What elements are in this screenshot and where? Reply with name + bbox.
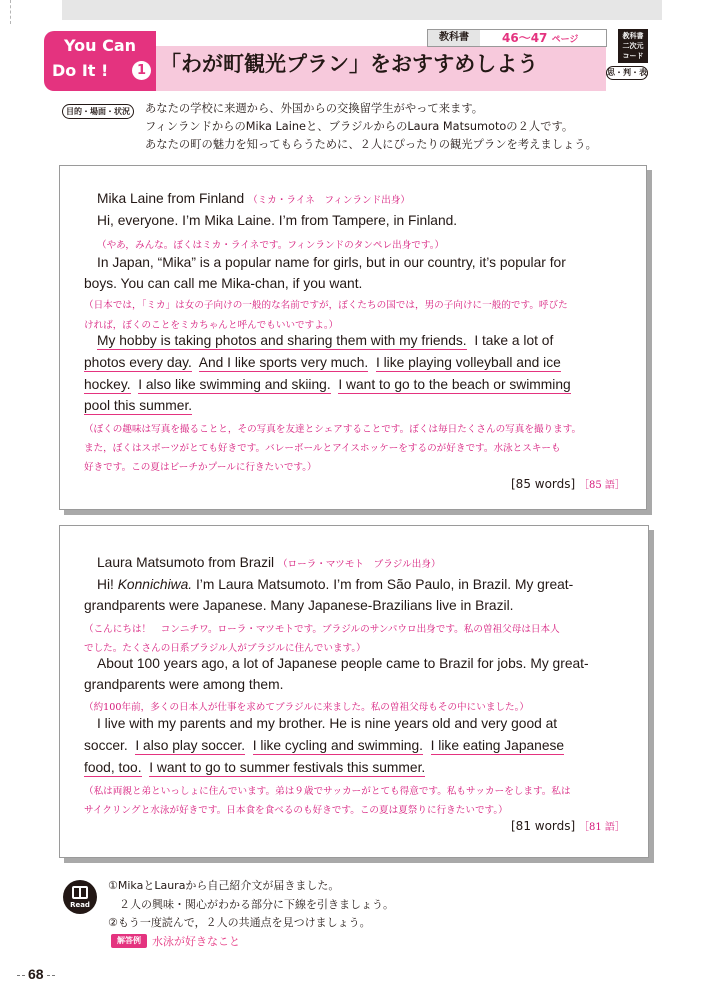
read-book-icon [63, 880, 97, 914]
laura-word-count [511, 818, 625, 833]
underline-span: I also play soccer. [135, 738, 246, 753]
underline-span: I want to go to summer festivals this summer. [149, 760, 426, 775]
top-band [62, 0, 662, 20]
task-1-detail: ２人の興味・関心がわかる部分に下線を引きましょう。 [108, 898, 394, 911]
laura-line [97, 577, 573, 592]
mika-translation: （ぼくの趣味は写真を撮ることと，その写真を友達とシェアすることです。ぼくは毎日たくさんの写真を撮ります。 [84, 424, 582, 435]
you-can-do-it-badge [44, 31, 156, 91]
laura-translation: でした。たくさんの日系ブラジル人がブラジルに住んでいます。） [84, 643, 366, 654]
laura-line: grandparents were Japanese. Many Japanese-Brazilians live in Brazil. [84, 598, 514, 613]
plain-span: I’m Laura Matsumoto. I’m from São Paulo, in Brazil. My great- [195, 577, 574, 592]
page-number-value: 68 [28, 966, 44, 982]
page-number-dash [47, 975, 55, 976]
underline-span: I want to go to the beach or swimming [338, 377, 571, 392]
mika-line: boys. You can call me Mika-chan, if you want. [84, 276, 363, 291]
word-count-jp: ［85 語］ [579, 480, 625, 491]
laura-line: grandparents were among them. [84, 677, 284, 692]
crop-mark [10, 0, 11, 24]
mika-name [97, 191, 410, 206]
purpose-tag: 目的・場面・状況 [62, 104, 134, 119]
underline-span: photos every day. [84, 355, 192, 370]
mika-word-count [511, 476, 625, 491]
ref-pages-value: 46～47 [502, 31, 548, 45]
underline-span: I also like swimming and skiing. [138, 377, 331, 392]
laura-line: I live with my parents and my brother. He is nine years old and very good at [97, 716, 558, 731]
laura-name-jp: （ローラ・マツモト ブラジル出身） [277, 559, 441, 570]
ref-pages-unit: ページ [551, 35, 579, 45]
laura-translation: （私は両親と弟といっしょに住んでいます。弟は９歳でサッカーがとても得意です。私もサッカーをします。私は [84, 786, 571, 797]
intro-line: あなたの町の魅力を知ってもらうために、２人にぴったりの観光プランを考えましょう。 [145, 138, 597, 151]
page-number [14, 966, 58, 982]
mika-hobby-line [84, 398, 192, 413]
code-line1: 教科書 [622, 32, 644, 40]
answer-text: 水泳が好きなこと [152, 935, 240, 948]
textbook-reference [427, 29, 607, 47]
mika-translation: （日本では，「ミカ」は女の子向けの一般的な名前ですが，ぼくたちの国では，男の子向けに一般的です。呼びた [84, 300, 568, 311]
code-line3: コード [622, 52, 644, 60]
underline-span: food, too. [84, 760, 142, 775]
page-title: 「わが町観光プラン」をおすすめしよう [160, 52, 539, 76]
word-count-jp: ［81 語］ [579, 822, 625, 833]
italic-span: Konnichiwa. [117, 577, 193, 592]
laura-translation: （こんにちは！ コンニチワ。ローラ・マツモトです。ブラジルのサンパウロ出身です。私の曽祖父母は日本人 [84, 624, 560, 635]
mika-name-jp: （ミカ・ライネ フィンランド出身） [248, 195, 411, 206]
page-number-dash [17, 975, 25, 976]
mika-line: Hi, everyone. I’m Mika Laine. I’m from Tampere, in Finland. [97, 213, 458, 228]
mika-hobby-line [84, 377, 571, 392]
skill-tag: 思・判・表 [606, 66, 648, 80]
underline-span: I like cycling and swimming. [252, 738, 423, 753]
badge-number: 1 [132, 61, 151, 80]
laura-translation: （約100年前，多くの日本人が仕事を求めてブラジルに来ました。私の曽祖父母もその中にいました。） [84, 702, 529, 713]
badge-line2: Do It ! [52, 61, 109, 80]
intro-line: あなたの学校に来週から、外国からの交換留学生がやって来ます。 [145, 102, 484, 115]
intro-line: フィンランドからのMika Laineと、ブラジルからのLaura Matsumotoの２人です。 [145, 120, 574, 133]
underline-span: And I like sports very much. [198, 355, 369, 370]
task-2: ②もう一度読んで，２人の共通点を見つけましょう。 [108, 916, 371, 929]
task-1: ①MikaとLauraから自己紹介文が届きました。 [108, 879, 340, 892]
underline-span: pool this summer. [84, 398, 193, 413]
word-count-en: [85 words] [511, 477, 576, 491]
intro-text [145, 100, 597, 154]
laura-translation: サイクリングと水泳が好きです。日本食を食べるのも好きです。この夏は夏祭りに行きたいです。） [84, 805, 508, 816]
mika-hobby-line [97, 333, 553, 348]
underline-span: hockey. [84, 377, 131, 392]
mika-name-en: Mika Laine from Finland [97, 191, 245, 206]
word-count-en: [81 words] [511, 819, 576, 833]
laura-name [97, 555, 441, 570]
mika-line: In Japan, “Mika” is a popular name for girls, but in our country, it’s popular for [97, 255, 566, 270]
laura-hobby-line [84, 738, 564, 753]
underline-span: I like playing volleyball and ice [375, 355, 561, 370]
underline-span: I like eating Japanese [430, 738, 565, 753]
mika-translation: 好きです。この夏はビーチかプールに行きたいです。） [84, 462, 317, 473]
ref-pages [502, 30, 578, 46]
code-line2: 二次元 [622, 42, 644, 50]
answer-tag: 解答例 [111, 934, 147, 948]
plain-span: soccer. [84, 738, 128, 753]
badge-line1: You Can [64, 36, 136, 55]
mika-translation: ければ，ぼくのことをミカちゃんと呼んでもいいですよ。） [84, 320, 339, 331]
book-icon [72, 886, 88, 899]
laura-hobby-line [84, 760, 425, 775]
laura-line: About 100 years ago, a lot of Japanese people came to Brazil for jobs. My great- [97, 656, 589, 671]
underline-span: My hobby is taking photos and sharing them with my friends. [97, 333, 467, 348]
mika-hobby-line [84, 355, 561, 370]
qr-code-label[interactable] [618, 29, 648, 63]
mika-translation: （やあ，みんな。ぼくはミカ・ライネです。フィンランドのタンペレ出身です。） [97, 240, 445, 251]
mika-translation: また，ぼくはスポーツがとても好きです。バレーボールとアイスホッケーをするのが好きです。水泳とスキーも [84, 443, 561, 454]
read-icon-label: Read [70, 901, 90, 909]
laura-name-en: Laura Matsumoto from Brazil [97, 555, 275, 570]
plain-span: I take a lot of [474, 333, 554, 348]
ref-label: 教科書 [428, 30, 480, 46]
plain-span: Hi! [97, 577, 114, 592]
